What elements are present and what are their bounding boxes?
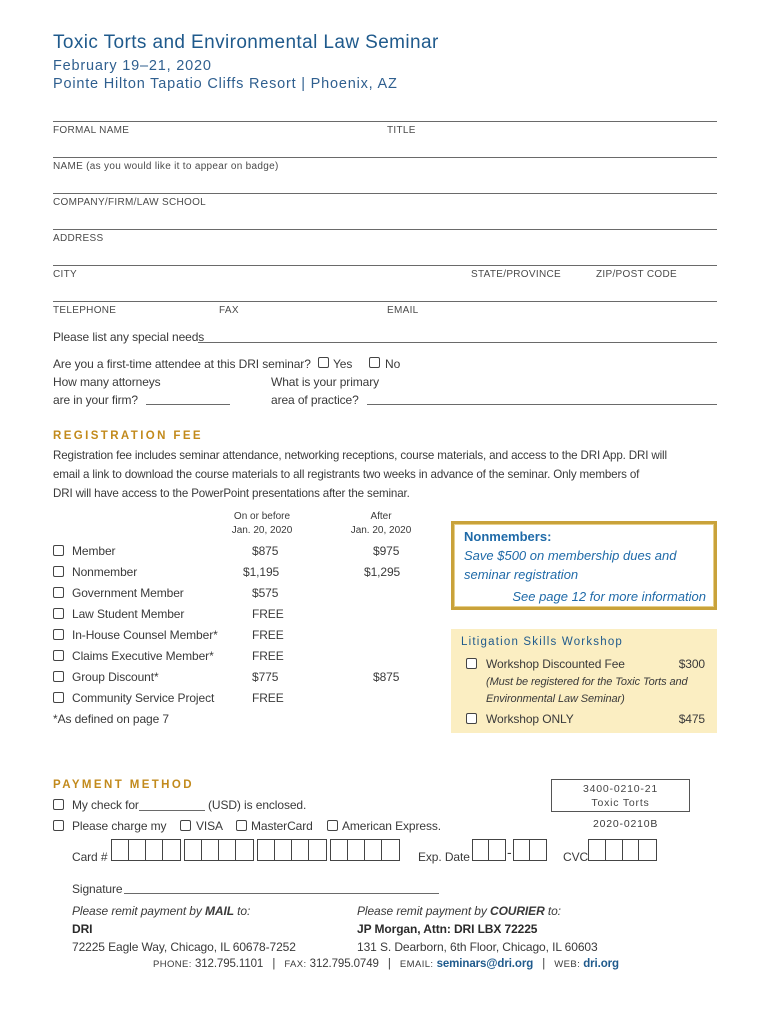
col-after-header: After Jan. 20, 2020 — [350, 511, 412, 536]
exp-month-field[interactable] — [472, 839, 506, 861]
remit-mail-name: DRI — [72, 922, 93, 936]
yes-label: Yes — [333, 357, 353, 371]
card-number-group-2[interactable] — [184, 839, 254, 861]
workshop-only-price: $475 — [678, 712, 705, 726]
badge-name-label: NAME (as you would like it to appear on badge) — [53, 161, 279, 172]
fee-before: $775 — [252, 670, 279, 684]
special-needs-label: Please list any special needs — [53, 330, 205, 344]
fee-after: $875 — [373, 670, 400, 684]
city-label: CITY — [53, 269, 77, 280]
workshop-only-label: Workshop ONLY — [486, 712, 574, 726]
fee-before: FREE — [252, 649, 284, 663]
divider — [53, 121, 717, 122]
fee-label: Claims Executive Member* — [72, 649, 214, 663]
remit-courier-name: JP Morgan, Attn: DRI LBX 72225 — [357, 922, 538, 936]
fee-before: FREE — [252, 691, 284, 705]
first-time-question: Are you a first-time attendee at this DRI seminar? — [53, 357, 311, 371]
cvc-field[interactable] — [588, 839, 657, 861]
ref-code-b: 2020-0210B — [593, 818, 659, 830]
no-label: No — [385, 357, 401, 371]
email-link[interactable]: seminars@dri.org — [436, 958, 534, 970]
nonmembers-title: Nonmembers: — [464, 529, 552, 544]
exp-dash: - — [507, 844, 512, 860]
remit-mail-address: 72225 Eagle Way, Chicago, IL 60678-7252 — [72, 940, 296, 954]
visa-checkbox[interactable] — [180, 820, 191, 831]
check-label: My check for — [72, 798, 139, 812]
company-label: COMPANY/FIRM/LAW SCHOOL — [53, 197, 207, 208]
amex-label: American Express. — [342, 819, 441, 833]
special-needs-field[interactable] — [198, 342, 717, 343]
fee-government-checkbox[interactable] — [53, 587, 64, 598]
fee-label: Government Member — [72, 586, 184, 600]
fax-label: FAX — [219, 305, 239, 316]
attorneys-label: How many attorneys — [53, 375, 161, 389]
fee-after: $1,295 — [364, 565, 401, 579]
check-label-post: (USD) is enclosed. — [208, 798, 307, 812]
fee-after: $975 — [373, 544, 400, 558]
exp-year-field[interactable] — [513, 839, 547, 861]
charge-checkbox[interactable] — [53, 820, 64, 831]
fee-label: Law Student Member — [72, 607, 185, 621]
fee-footnote: *As defined on page 7 — [53, 712, 169, 726]
fee-label: In-House Counsel Member* — [72, 628, 218, 642]
city-field[interactable] — [53, 301, 717, 302]
attorneys-field[interactable] — [146, 404, 230, 405]
zip-label: ZIP/POST CODE — [596, 269, 677, 280]
workshop-note-2: Environmental Law Seminar) — [486, 693, 625, 705]
litigation-title: Litigation Skills Workshop — [461, 636, 624, 648]
fee-label: Member — [72, 544, 116, 558]
registration-paragraph: Registration fee includes seminar attendance, networking receptions, course materials, and access to the DRI App. DRI will email a link to download the course materials to all registrants two weeks in advance of the seminar. Only members of DRI will have access to the PowerPoint presentations after the seminar. — [53, 449, 667, 500]
cvc-label: CVC — [563, 850, 589, 864]
address-field[interactable] — [53, 265, 717, 266]
nonmembers-line: Save $500 on membership dues and — [464, 548, 677, 563]
practice-field[interactable] — [367, 404, 717, 405]
fee-label: Community Service Project — [72, 691, 215, 705]
workshop-only-checkbox[interactable] — [466, 713, 477, 724]
web-link[interactable]: dri.org — [583, 958, 619, 970]
fax-number: 312.795.0749 — [309, 958, 379, 970]
fee-nonmember-checkbox[interactable] — [53, 566, 64, 577]
fee-law-student-checkbox[interactable] — [53, 608, 64, 619]
attorneys-label-2: are in your firm? — [53, 393, 138, 407]
formal-name-label: FORMAL NAME — [53, 125, 130, 136]
check-amount-field[interactable] — [139, 810, 205, 811]
registration-heading: REGISTRATION FEE — [53, 430, 203, 442]
title-label: TITLE — [387, 125, 416, 136]
card-number-group-4[interactable] — [330, 839, 400, 861]
fee-before: $1,195 — [243, 565, 280, 579]
practice-label-2: area of practice? — [271, 393, 359, 407]
workshop-note: (Must be registered for the Toxic Torts and — [486, 676, 688, 688]
phone-number[interactable]: 312.795.1101 — [194, 958, 264, 970]
litigation-workshop-box — [451, 629, 717, 733]
workshop-discounted-checkbox[interactable] — [466, 658, 477, 669]
seminar-dates: February 19–21, 2020 — [53, 58, 212, 74]
fee-before: FREE — [252, 628, 284, 642]
fee-before: $875 — [252, 544, 279, 558]
address-label: ADDRESS — [53, 233, 104, 244]
exp-label: Exp. Date — [418, 850, 470, 864]
charge-label: Please charge my — [72, 819, 167, 833]
fee-label: Group Discount* — [72, 670, 159, 684]
seminar-title: Toxic Torts and Environmental Law Seminar — [53, 32, 439, 53]
contact-line: PHONE: 312.795.1101 | FAX: 312.795.0749 | EMAIL: seminars@dri.org | WEB: dri.org — [153, 958, 619, 970]
signature-field[interactable] — [124, 893, 439, 894]
remit-courier-address: 131 S. Dearborn, 6th Floor, Chicago, IL 60603 — [357, 940, 598, 954]
amex-checkbox[interactable] — [327, 820, 338, 831]
badge-name-field[interactable] — [53, 193, 717, 194]
fee-community-checkbox[interactable] — [53, 692, 64, 703]
company-field[interactable] — [53, 229, 717, 230]
practice-label: What is your primary — [271, 375, 380, 389]
workshop-discounted-label: Workshop Discounted Fee — [486, 657, 625, 671]
signature-label: Signature — [72, 882, 123, 896]
payment-reference-box — [551, 779, 690, 812]
mastercard-checkbox[interactable] — [236, 820, 247, 831]
remit-mail-heading: Please remit payment by MAIL to: — [72, 904, 251, 918]
no-checkbox[interactable] — [369, 357, 380, 368]
fee-claims-checkbox[interactable] — [53, 650, 64, 661]
card-label: Card # — [72, 850, 108, 864]
payment-heading: PAYMENT METHOD — [53, 779, 194, 791]
nonmembers-box — [451, 521, 717, 610]
state-label: STATE/PROVINCE — [471, 269, 561, 280]
workshop-discounted-price: $300 — [678, 657, 705, 671]
fee-group-checkbox[interactable] — [53, 671, 64, 682]
nonmembers-line: seminar registration — [464, 567, 579, 582]
ref-code: 3400-0210-21 — [583, 783, 658, 795]
telephone-label: TELEPHONE — [53, 305, 117, 316]
name-badge-field[interactable] — [53, 157, 717, 158]
ref-name: Toxic Torts — [591, 797, 650, 809]
email-label: EMAIL — [387, 305, 419, 316]
yes-checkbox[interactable] — [318, 357, 329, 368]
check-checkbox[interactable] — [53, 799, 64, 810]
fee-label: Nonmember — [72, 565, 138, 579]
card-number-group-3[interactable] — [257, 839, 327, 861]
fee-in-house-checkbox[interactable] — [53, 629, 64, 640]
fee-before: $575 — [252, 586, 279, 600]
visa-label: VISA — [196, 819, 223, 833]
col-before-header: On or before Jan. 20, 2020 — [231, 511, 293, 536]
seminar-venue: Pointe Hilton Tapatio Cliffs Resort | Phoenix, AZ — [53, 76, 398, 92]
mastercard-label: MasterCard — [251, 819, 313, 833]
fee-before: FREE — [252, 607, 284, 621]
fee-member-checkbox[interactable] — [53, 545, 64, 556]
nonmembers-link[interactable]: See page 12 for more information — [512, 589, 706, 604]
remit-courier-heading: Please remit payment by COURIER to: — [357, 904, 561, 918]
card-number-group-1[interactable] — [111, 839, 181, 861]
